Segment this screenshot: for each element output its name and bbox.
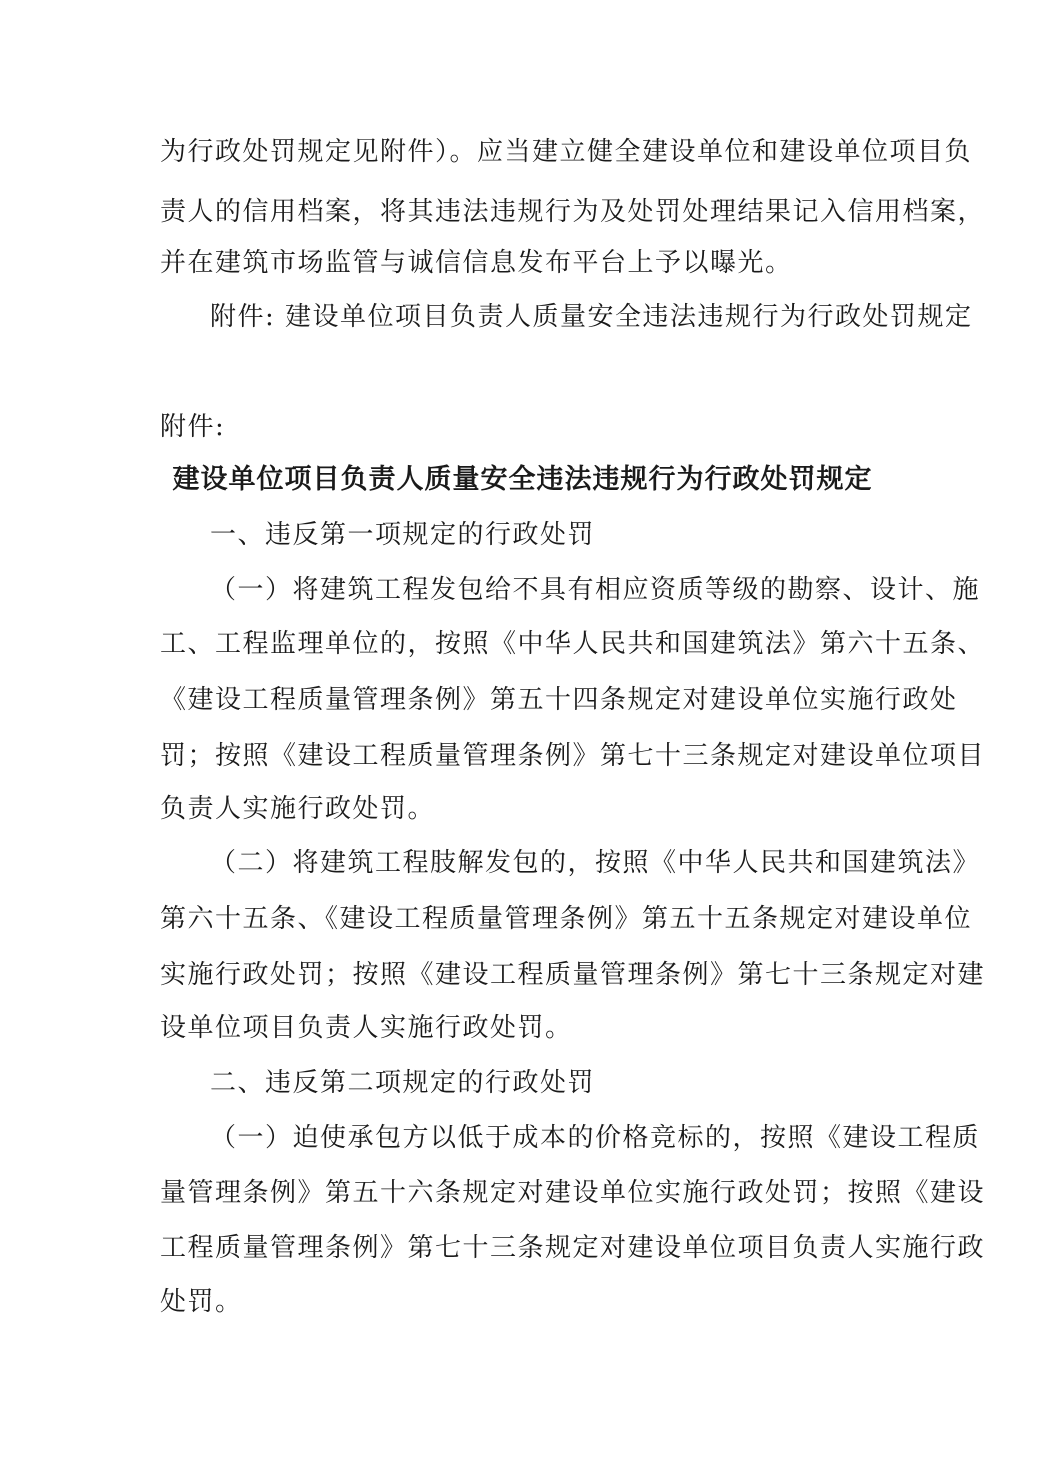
attachment-label: 附件: <box>160 412 226 442</box>
paragraph-line: （一）将建筑工程发包给不具有相应资质等级的勘察、设计、施 <box>210 575 981 605</box>
attachment-note: 附件: 建设单位项目负责人质量安全违法违规行为行政处罚规定 <box>210 302 973 332</box>
paragraph-line: 工程质量管理条例》第七十三条规定对建设单位项目负责人实施行政 <box>160 1233 986 1263</box>
paragraph-line: 工、工程监理单位的，按照《中华人民共和国建筑法》第六十五条、 <box>160 629 986 659</box>
paragraph-line: 《建设工程质量管理条例》第五十四条规定对建设单位实施行政处 <box>160 685 958 715</box>
section-heading: 一、违反第一项规定的行政处罚 <box>210 520 596 550</box>
paragraph-line: 设单位项目负责人实施行政处罚。 <box>160 1013 573 1043</box>
paragraph-line: 为行政处罚规定见附件）。应当建立健全建设单位和建设单位项目负 <box>160 137 973 167</box>
section-heading: 二、违反第二项规定的行政处罚 <box>210 1068 596 1098</box>
paragraph-line: 罚；按照《建设工程质量管理条例》第七十三条规定对建设单位项目 <box>160 741 986 771</box>
paragraph-line: 第六十五条、《建设工程质量管理条例》第五十五条规定对建设单位 <box>160 904 973 934</box>
attachment-title: 建设单位项目负责人质量安全违法违规行为行政处罚规定 <box>172 464 873 495</box>
paragraph-line: 量管理条例》第五十六条规定对建设单位实施行政处罚；按照《建设 <box>160 1178 986 1208</box>
paragraph-line: 实施行政处罚；按照《建设工程质量管理条例》第七十三条规定对建 <box>160 960 986 990</box>
paragraph-line: 并在建筑市场监管与诚信信息发布平台上予以曝光。 <box>160 248 793 278</box>
paragraph-line: 处罚。 <box>160 1287 243 1317</box>
paragraph-line: 责人的信用档案，将其违法违规行为及处罚处理结果记入信用档案， <box>160 197 986 227</box>
paragraph-line: 负责人实施行政处罚。 <box>160 794 436 824</box>
paragraph-line: （二）将建筑工程肢解发包的，按照《中华人民共和国建筑法》 <box>210 848 981 878</box>
paragraph-line: （一）迫使承包方以低于成本的价格竞标的，按照《建设工程质 <box>210 1123 981 1153</box>
